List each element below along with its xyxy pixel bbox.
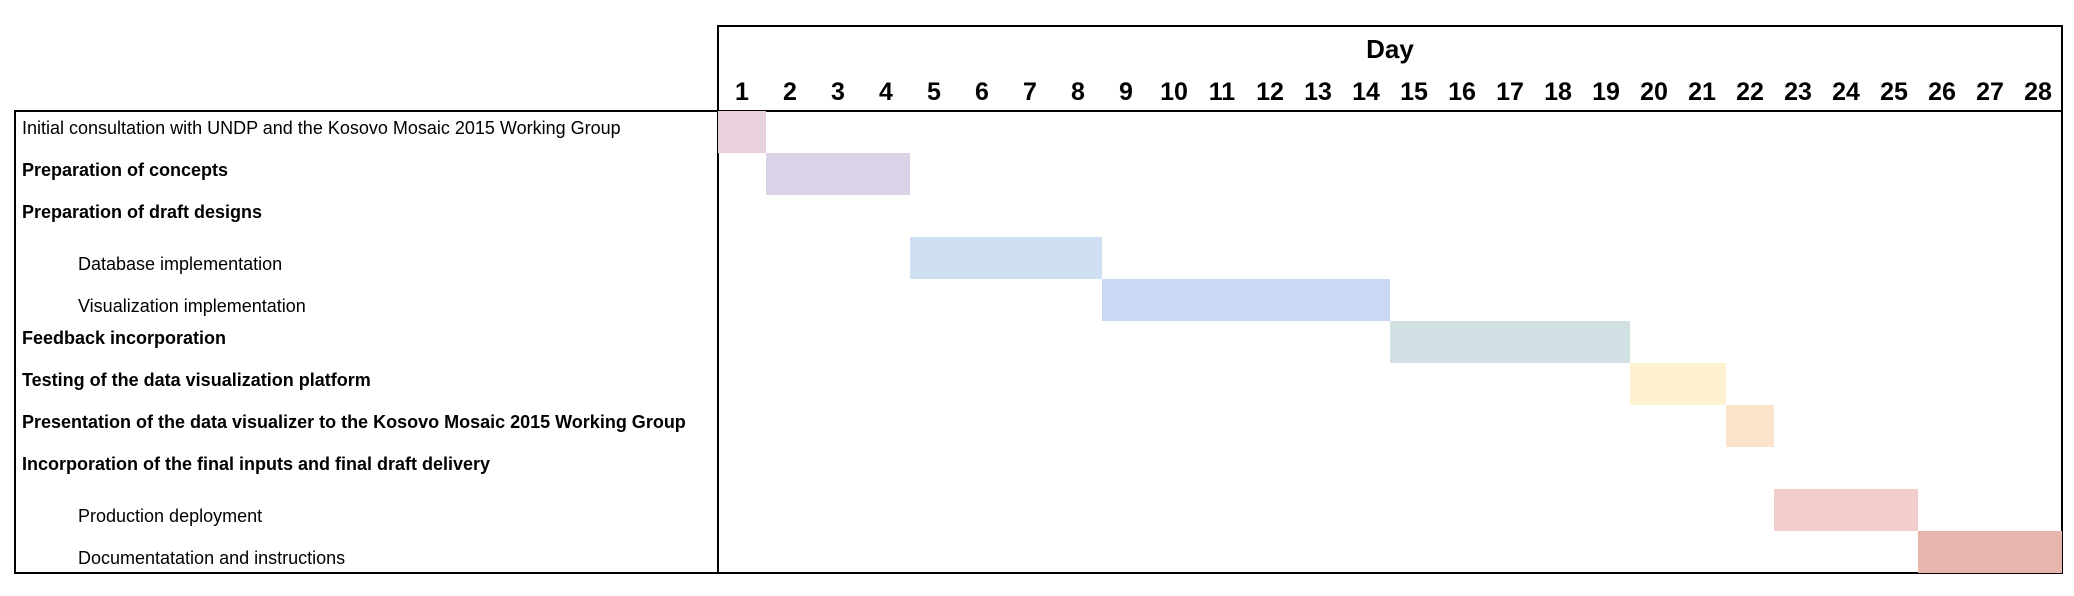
day-tick-label: 5 (927, 78, 941, 106)
day-tick-label: 15 (1400, 78, 1428, 106)
day-tick-label: 27 (1976, 78, 2004, 106)
day-tick-label: 28 (2024, 78, 2052, 106)
day-tick-label: 2 (783, 78, 797, 106)
day-tick-label: 6 (975, 78, 989, 106)
day-axis (735, 78, 2052, 106)
task-label: Visualization implementation (78, 296, 306, 316)
task-label: Database implementation (78, 254, 283, 274)
task-bars (718, 111, 2062, 573)
task-bar (1918, 531, 2062, 573)
day-tick-label: 17 (1496, 78, 1524, 106)
task-label: Preparation of concepts (22, 160, 229, 180)
task-label: Feedback incorporation (22, 328, 227, 348)
day-tick-label: 22 (1736, 78, 1764, 106)
task-bar (1390, 321, 1630, 363)
day-tick-label: 9 (1119, 78, 1133, 106)
day-tick-label: 12 (1256, 78, 1284, 106)
task-bar (910, 237, 1102, 279)
day-tick-label: 18 (1544, 78, 1572, 106)
chart-header-title: Day (1366, 34, 1414, 64)
day-tick-label: 21 (1688, 78, 1716, 106)
task-bar (1774, 489, 1918, 531)
task-bar (1630, 363, 1726, 405)
task-label: Preparation of draft designs (22, 202, 263, 222)
task-label: Presentation of the data visualizer to the Kosovo Mosaic 2015 Working Group (22, 412, 686, 432)
task-labels (22, 118, 686, 568)
task-bar (718, 111, 766, 153)
day-tick-label: 4 (879, 78, 893, 106)
task-bar (766, 153, 910, 195)
task-label: Testing of the data visualization platform (22, 370, 371, 390)
task-label: Production deployment (78, 506, 263, 526)
day-tick-label: 8 (1071, 78, 1085, 106)
day-tick-label: 7 (1023, 78, 1037, 106)
day-tick-label: 23 (1784, 78, 1812, 106)
task-label: Incorporation of the final inputs and final draft delivery (22, 454, 491, 474)
task-label: Documentatation and instructions (78, 548, 346, 568)
day-tick-label: 3 (831, 78, 845, 106)
day-tick-label: 26 (1928, 78, 1956, 106)
day-tick-label: 24 (1832, 78, 1860, 106)
day-tick-label: 19 (1592, 78, 1620, 106)
task-label: Initial consultation with UNDP and the Kosovo Mosaic 2015 Working Group (22, 118, 621, 138)
task-bar (1102, 279, 1390, 321)
day-tick-label: 1 (735, 78, 749, 106)
day-tick-label: 16 (1448, 78, 1476, 106)
day-tick-label: 10 (1160, 78, 1188, 106)
day-tick-label: 20 (1640, 78, 1668, 106)
day-tick-label: 25 (1880, 78, 1908, 106)
task-bar (1726, 405, 1774, 447)
day-tick-label: 14 (1352, 78, 1380, 106)
day-tick-label: 11 (1208, 78, 1236, 106)
day-tick-label: 13 (1304, 78, 1332, 106)
